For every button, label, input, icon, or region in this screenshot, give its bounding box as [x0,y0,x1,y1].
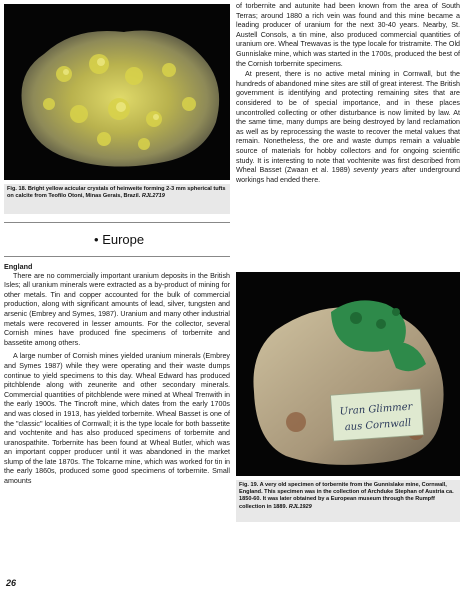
figure-18-ref: RJL2719 [141,193,165,200]
specimen-label [331,389,424,441]
specimen-label-line-1: Uran Glimmer [339,401,413,418]
page-number: 26 [6,578,17,588]
section-title-text: Europe [102,232,145,247]
right-column [236,2,460,185]
right-paragraph-main: At present, there is no active metal mining in Cornwall, but the hundreds of abandoned mine sites are still of great interest. The British government is identifying and protecting remaining sites that are considered to be of special importance, and in these places uncontrolled collecting or other disturbance is now limited by law. At the same time, many dumps are being destroyed by land reclamation as well as by reprocessing the waste to recover the metal values that remain. Nonetheless, the ore and waste dumps remain a valuable source of materials for hobby collectors and for ongoing scientific study. It is interesting to note that vochtenite was first described from Wheal Basset (Zwaan et al. 1989) [236,70,460,175]
left-column [4,262,230,487]
figure-19-photo [236,272,460,476]
subheading-england: England [4,262,33,271]
figure-18-photo [4,4,230,180]
emphasis-seventy-years: seventy years [353,166,399,175]
figure-18-caption-text: Fig. 18. Bright yellow acicular crystals of heinweite forming 2-3 mm spherical tufts on calcite from Teofilo Otoni, Minas Gerais, Brazil. [7,186,226,200]
section-title [94,232,144,247]
figure-19-caption [236,480,460,522]
left-paragraph: A large number of Cornish mines yielded uranium minerals (Embrey and Symes 1987) while they were operating and their waste dumps continue to yield specimens to this day. Wheal Edward has produced pitchblende along with zeunerite and other secondary minerals. Commercial quantities of pitchblende were mined at Wheal Trenwith in the early 1900s. The Tincroft mine, which dates from the early 1700s and was closed in 1913, has yielded torbernite. Wheal Basset is one of the "classic" localities of Cornwall; it is the type locale for both bassetite and vochtenite and has also produced specimens of torbernite and uranospathite. Torbernite has been found at Wheal Butler, which was an important copper producer until it was abandoned in the market slump of the late 1870s. The Tolcarne mine, which was worked for tin in the early 1860s, produced some good specimens of torbernite. Small amounts [4,352,230,486]
torbernite-specimen-image [236,272,460,476]
section-rule-top [4,222,230,223]
right-paragraph-end: after underground workings had ended there. [236,166,461,184]
right-paragraph: of torbernite and autunite had been known from the area of South Terras; around 1880 a rich vein was found and this mine became a leading producer of uranium for the next 30-40 years. Nearby, St. Austell Consols, a tin mine, also produced commercial quantities of uranium ore. Wheal Trewavas is the type locale for tristramite. The Old Gunnislake mine, which was started in the 1700s, produced the best of the Cornish torbernite specimens. [236,2,460,68]
specimen-label-line-2: aus Cornwall [344,417,412,434]
figure-19-caption-text: Fig. 19. A very old specimen of torbernite from the Gunnislake mine, Cornwall, England. This specimen was in the collection of Archduke Stephan of Austria ca. 1850-60. It was later obtained by a European museum through the Rumpff collection in 1889. [239,482,454,510]
figure-19-ref: RJL1929 [288,503,312,510]
left-paragraph: There are no commercially important uranium deposits in the British Isles; all uranium minerals were extracted as a by-product of mining for other metals. Tin and copper accounted for the bulk of commercial production, along with significant amounts of lead, silver, tungsten and arsenic (Embrey and Symes, 1987). Uranium and many other industrial metals were recovered in lesser amounts. For the collector, several Cornish mines have produced fine specimens of torbernite and bassetite among others. [4,271,230,347]
right-paragraph [236,70,460,185]
heinweite-specimen-image [4,4,230,180]
section-rule-bottom [4,256,230,257]
section-bullet: • [94,232,99,247]
figure-18-caption [4,184,230,214]
